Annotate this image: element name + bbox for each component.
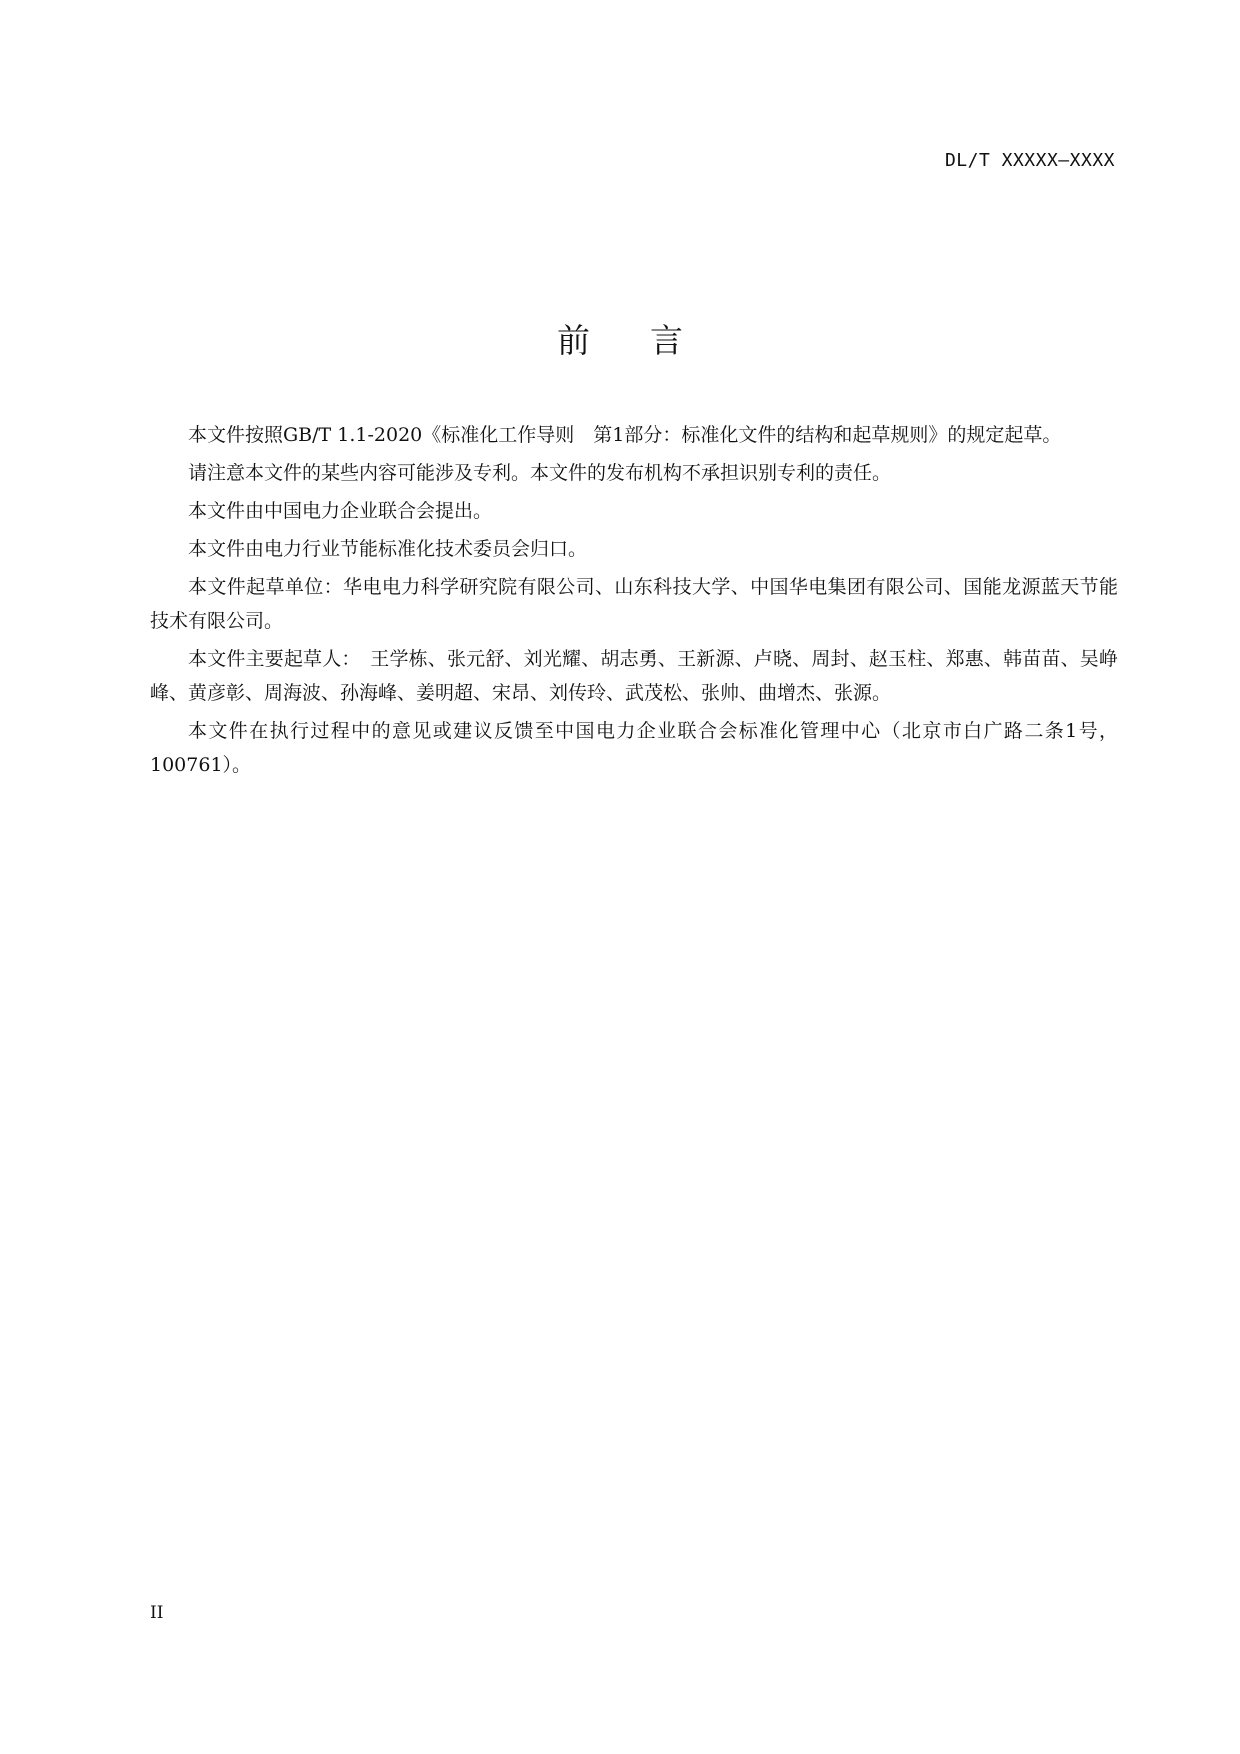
page-number: II	[150, 1603, 164, 1623]
page-title	[0, 315, 1240, 362]
foreword-body	[150, 418, 1118, 786]
title-char-2: 言	[650, 321, 683, 360]
paragraph-feedback: 本文件在执行过程中的意见或建议反馈至中国电力企业联合会标准化管理中心（北京市白广路二条1号，100761）。	[150, 720, 1118, 776]
paragraph-drafting-units: 本文件起草单位：华电电力科学研究院有限公司、山东科技大学、中国华电集团有限公司、国能龙源蓝天节能技术有限公司。	[150, 576, 1118, 632]
title-char-1: 前	[557, 321, 590, 360]
paragraph-standard-basis: 本文件按照GB/T 1.1-2020《标准化工作导则 第1部分：标准化文件的结构和起草规则》的规定起草。	[188, 424, 1062, 446]
paragraph-proposer: 本文件由中国电力企业联合会提出。	[188, 500, 493, 522]
paragraph-drafters: 本文件主要起草人： 王学栋、张元舒、刘光耀、胡志勇、王新源、卢晓、周封、赵玉柱、郑惠、韩苗苗、吴峥峰、黄彦彰、周海波、孙海峰、姜明超、宋昂、刘传玲、武茂松、张帅、曲增杰、张源。	[150, 648, 1118, 704]
paragraph-patent-notice: 请注意本文件的某些内容可能涉及专利。本文件的发布机构不承担识别专利的责任。	[188, 462, 892, 484]
paragraph-technical-committee: 本文件由电力行业节能标准化技术委员会归口。	[188, 538, 588, 560]
document-code: DL/T XXXXX—XXXX	[944, 150, 1115, 171]
